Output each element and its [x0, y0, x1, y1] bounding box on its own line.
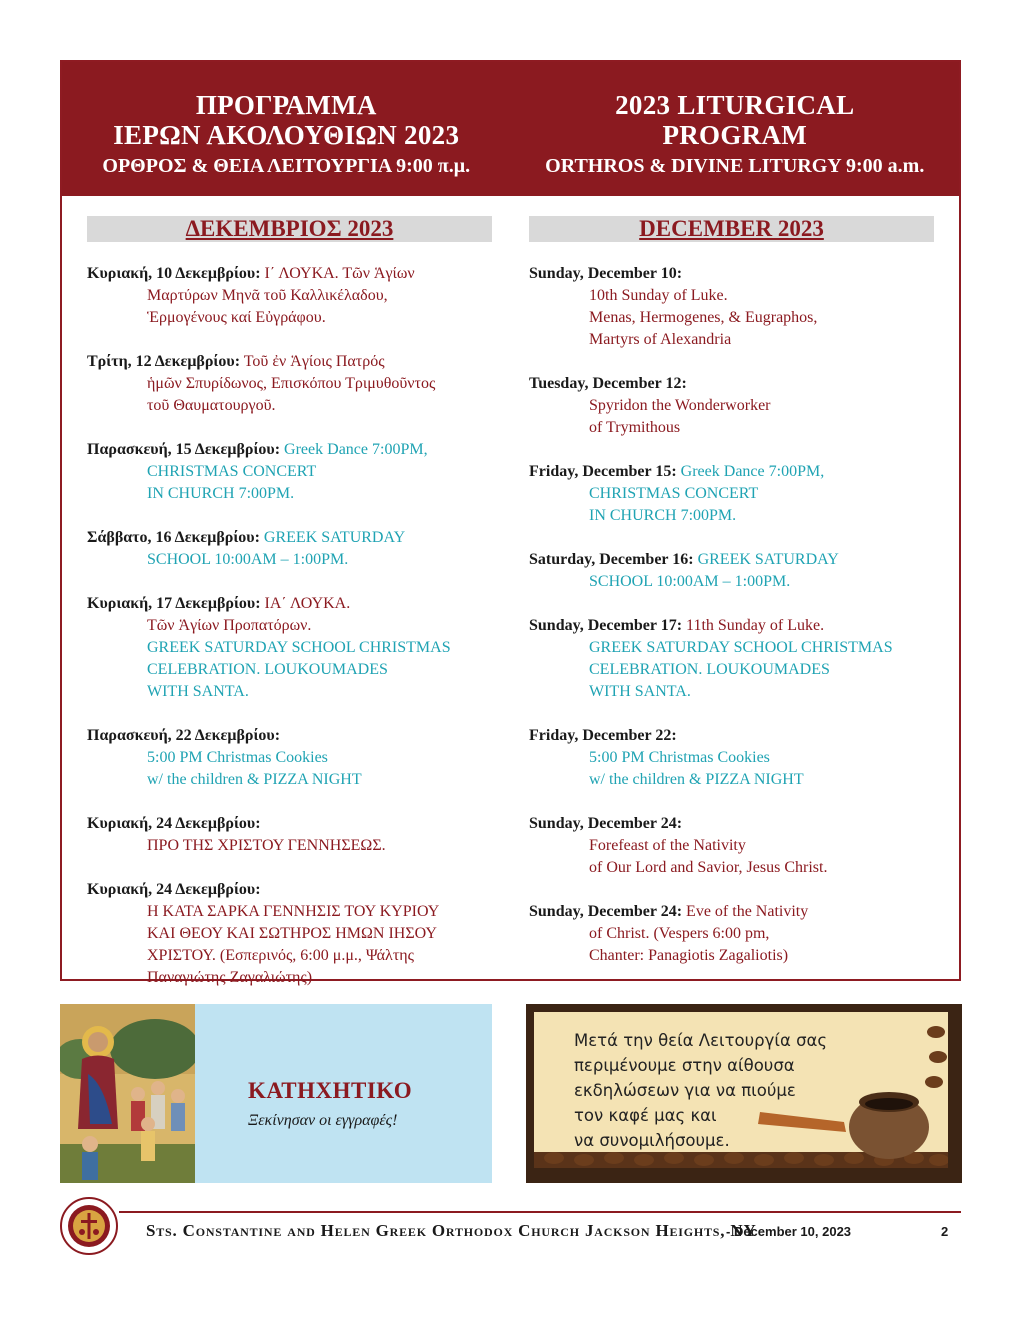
event-inline: ΙΑ΄ ΛΟΥΚΑ.: [260, 595, 351, 612]
greek-column: [87, 216, 492, 1011]
event-inline: Τοῦ ἐν Ἁγίοις Πατρός: [240, 353, 385, 370]
christ-with-children-icon: [60, 1004, 195, 1183]
event-item: [87, 527, 492, 571]
english-event-list: [529, 263, 934, 967]
event-line: of Trymithous: [589, 419, 681, 436]
event-day: Saturday, December 16:: [529, 551, 694, 568]
event-item: [87, 351, 492, 417]
footer-church-name: Sts. Constantine and Helen Greek Orthodox Church Jackson Heights, NY: [146, 1221, 757, 1240]
event-line: Ἑρμογένους καί Εὐγράφου.: [147, 309, 326, 326]
event-day: Κυριακή, 24 Δεκεμβρίου:: [87, 881, 261, 898]
event-day: Κυριακή, 10 Δεκεμβρίου:: [87, 265, 261, 282]
event-line: τοῦ Θαυματουργοῦ.: [147, 397, 276, 414]
event-item: [529, 813, 934, 879]
coffee-line: να συνομιλήσουμε.: [574, 1131, 730, 1150]
program-header: [62, 62, 959, 196]
event-line: WITH SANTA.: [147, 683, 249, 700]
footer-divider: [119, 1211, 961, 1213]
event-item: [529, 615, 934, 703]
event-line: IN CHURCH 7:00PM.: [147, 485, 295, 502]
event-day: Sunday, December 24:: [529, 815, 683, 832]
event-item: [529, 373, 934, 439]
event-day: Friday, December 22:: [529, 727, 677, 744]
event-day: Sunday, December 17:: [529, 617, 683, 634]
event-line: SCHOOL 10:00AM – 1:00PM.: [147, 551, 349, 568]
event-line: Forefeast of the Nativity: [589, 837, 746, 854]
event-line: WITH SANTA.: [589, 683, 691, 700]
header-english-line3: ORTHROS & DIVINE LITURGY 9:00 a.m.: [545, 155, 925, 177]
greek-month-heading: ΔΕΚΕΜΒΡΙΟΣ 2023: [87, 216, 492, 242]
header-greek-line1: ΠΡΟΓΡΑΜΜΑ: [195, 90, 377, 120]
event-line: 5:00 PM Christmas Cookies: [589, 749, 770, 766]
coffee-hour-banner: [526, 1004, 962, 1183]
event-line: CHRISTMAS CONCERT: [147, 463, 317, 480]
event-day: Παρασκευή, 15 Δεκεμβρίου:: [87, 441, 281, 458]
event-line: Menas, Hermogenes, & Eugraphos,: [589, 309, 818, 326]
event-line: GREEK SATURDAY SCHOOL CHRISTMAS: [589, 639, 893, 656]
event-line: Spyridon the Wonderworker: [589, 397, 771, 414]
coffee-line: τον καφέ μας και: [574, 1106, 717, 1125]
event-item: [87, 593, 492, 703]
event-inline: GREEK SATURDAY: [259, 529, 406, 546]
event-day: Παρασκευή, 22 Δεκεμβρίου:: [87, 727, 281, 744]
header-greek-line2: ΙΕΡΩΝ ΑΚΟΛΟΥΘΙΩΝ 2023: [113, 120, 460, 150]
event-line: Martyrs of Alexandria: [589, 331, 732, 348]
header-english: [511, 62, 960, 196]
event-line: Η ΚΑΤΑ ΣΑΡΚΑ ΓΕΝΝΗΣΙΣ ΤΟΥ ΚΥΡΙΟΥ: [147, 903, 440, 920]
event-line: IN CHURCH 7:00PM.: [589, 507, 737, 524]
header-greek: [62, 62, 511, 196]
event-line: Παναγιώτης Ζαγαλιώτης): [147, 969, 313, 986]
event-item: [529, 901, 934, 967]
event-item: [529, 461, 934, 527]
event-inline: Ι΄ ΛΟΥΚΑ. Τῶν Ἁγίων: [260, 265, 415, 282]
event-line: w/ the children & PIZZA NIGHT: [589, 771, 804, 788]
event-line: Chanter: Panagiotis Zagaliotis): [589, 947, 789, 964]
english-column: [529, 216, 934, 989]
event-day: Τρίτη, 12 Δεκεμβρίου:: [87, 353, 241, 370]
page-number: 2: [941, 1224, 949, 1239]
event-inline: Greek Dance 7:00PM,: [280, 441, 428, 458]
english-month-heading: DECEMBER 2023: [529, 216, 934, 242]
event-line: ΚΑΙ ΘΕΟΥ ΚΑΙ ΣΩΤΗΡΟΣ ΗΜΩΝ ΙΗΣΟΥ: [147, 925, 437, 942]
catechism-subtitle: Ξεκίνησαν οι εγγραφές!: [248, 1112, 398, 1129]
event-line: of Our Lord and Savior, Jesus Christ.: [589, 859, 828, 876]
event-line: SCHOOL 10:00AM – 1:00PM.: [589, 573, 791, 590]
event-item: [87, 725, 492, 791]
event-item: [529, 725, 934, 791]
header-english-line2: PROGRAM: [662, 120, 808, 150]
event-line: ἡμῶν Σπυρίδωνος, Επισκόπου Τριμυθοῦντος: [147, 375, 436, 392]
event-inline: 11th Sunday of Luke.: [682, 617, 825, 634]
event-line: ΠΡΟ ΤΗΣ ΧΡΙΣΤΟΥ ΓΕΝΝΗΣΕΩΣ.: [147, 837, 386, 854]
event-inline: GREEK SATURDAY: [693, 551, 839, 568]
event-item: [529, 263, 934, 351]
coffee-card: [534, 1012, 948, 1168]
coffee-line: εκδηλώσεων για να πιούμε: [574, 1081, 796, 1100]
event-line: CELEBRATION. LOUKOUMADES: [147, 661, 388, 678]
event-line: CELEBRATION. LOUKOUMADES: [589, 661, 830, 678]
event-line: w/ the children & PIZZA NIGHT: [147, 771, 362, 788]
event-day: Κυριακή, 24 Δεκεμβρίου:: [87, 815, 261, 832]
event-day: Sunday, December 24:: [529, 903, 683, 920]
catechism-title: ΚΑΤΗΧΗΤΙΚΟ: [248, 1078, 413, 1103]
event-day: Sunday, December 10:: [529, 265, 683, 282]
header-english-line1: 2023 LITURGICAL: [615, 90, 855, 120]
header-greek-line3: ΟΡΘΡΟΣ & ΘΕΙΑ ΛΕΙΤΟΥΡΓΙΑ 9:00 π.μ.: [102, 155, 471, 177]
coffee-line: Μετά την θεία Λειτουργία σας: [574, 1031, 828, 1050]
event-day: Friday, December 15:: [529, 463, 677, 480]
event-item: [529, 549, 934, 593]
church-seal-icon: [59, 1196, 119, 1256]
coffee-line: περιμένουμε στην αίθουσα: [574, 1056, 795, 1075]
event-inline: Greek Dance 7:00PM,: [676, 463, 825, 480]
event-line: CHRISTMAS CONCERT: [589, 485, 759, 502]
event-inline: Eve of the Nativity: [682, 903, 809, 920]
liturgical-program: [60, 60, 961, 986]
catechism-banner: [60, 1004, 492, 1183]
event-day: Κυριακή, 17 Δεκεμβρίου:: [87, 595, 261, 612]
event-line: Μαρτύρων Μηνᾶ τοῦ Καλλικέλαδου,: [147, 287, 388, 304]
event-line: 10th Sunday of Luke.: [589, 287, 728, 304]
greek-event-list: [87, 263, 492, 989]
event-day: Σάββατο, 16 Δεκεμβρίου:: [87, 529, 260, 546]
footer-date: - December 10, 2023: [726, 1224, 852, 1239]
event-item: [87, 879, 492, 989]
event-line: 5:00 PM Christmas Cookies: [147, 749, 328, 766]
event-line: GREEK SATURDAY SCHOOL CHRISTMAS: [147, 639, 451, 656]
event-line: ΧΡΙΣΤΟΥ. (Εσπερινός, 6:00 μ.μ., Ψάλτης: [147, 947, 414, 964]
event-item: [87, 263, 492, 329]
event-line: of Christ. (Vespers 6:00 pm,: [589, 925, 770, 942]
event-line: Τῶν Ἁγίων Προπατόρων.: [147, 617, 312, 634]
coffee-message: [574, 1028, 827, 1153]
event-day: Tuesday, December 12:: [529, 375, 687, 392]
event-item: [87, 813, 492, 857]
event-item: [87, 439, 492, 505]
